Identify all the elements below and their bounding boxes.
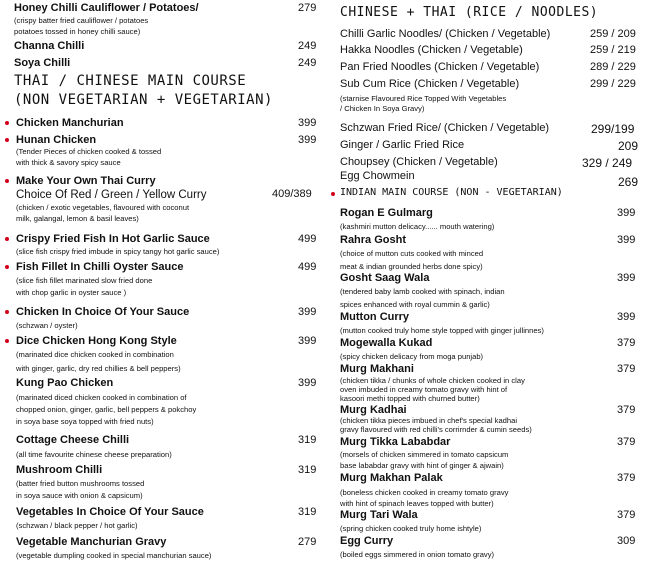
bullet-icon — [5, 265, 9, 269]
menu-item-name: Fish Fillet In Chilli Oyster Sauce — [16, 261, 184, 273]
menu-item-desc: (slice fish fillet marinated slow fried done — [16, 276, 153, 285]
menu-item-desc: (all time favourite chinese cheese preparation) — [16, 450, 172, 459]
menu-item-desc: (choice of mutton cuts cooked with minced — [340, 249, 484, 258]
menu-item-desc: (mutton cooked truly home style topped with ginger jullinnes) — [340, 326, 544, 335]
menu-item-desc: (schzwan / black pepper / hot garlic) — [16, 521, 138, 530]
menu-item-name: Soya Chilli — [14, 57, 71, 69]
menu-item-price: 399 — [617, 272, 636, 284]
menu-item-price: 499 — [298, 261, 317, 273]
menu-item-price: 379 — [617, 404, 636, 416]
menu-item-price: 299/199 — [591, 122, 635, 136]
menu-item-price: 269 — [618, 175, 639, 189]
menu-item-desc: (marinated diced chicken cooked in combination of — [16, 393, 187, 402]
menu-item-desc: meat & indian grounded herbs done spicy) — [340, 262, 483, 271]
menu-item-name: Sub Cum Rice (Chicken / Vegetable) — [340, 78, 520, 90]
menu-item-desc: (schzwan / oyster) — [16, 321, 78, 330]
menu-item-price: 399 — [617, 207, 636, 219]
menu-item-price: 319 — [298, 506, 317, 518]
menu-item-name: Egg Curry — [340, 535, 394, 547]
menu-item-name: Hakka Noodles (Chicken / Vegetable) — [340, 44, 523, 56]
menu-item-desc: with chop garlic in oyster sauce ) — [16, 288, 127, 297]
menu-item-desc: kasoori methi topped with churned butter) — [340, 394, 480, 403]
menu-item-price: 319 — [298, 434, 317, 446]
menu-item-desc: (starnise Flavoured Rice Topped With Vegetables — [340, 94, 507, 103]
menu-item-desc: base lababdar gravy with hint of ginger & ajwain) — [340, 461, 504, 470]
menu-item-desc: (slice fish crispy fried imbude in spicy tangy hot garlic sauce) — [16, 247, 220, 256]
menu-item-name: Honey Chilli Cauliflower / Potatoes/ — [14, 2, 199, 14]
menu-item-price: 309 — [617, 535, 636, 547]
menu-item-desc: (crispy batter fried cauliflower / potatoes — [14, 16, 149, 25]
menu-item-name: Hunan Chicken — [16, 134, 97, 146]
menu-item-name: Mushroom Chilli — [16, 464, 103, 476]
menu-item-desc: (spring chicken cooked truly home ishtyle) — [340, 524, 482, 533]
menu-item-desc: oven imbuded in creamy tomato gravy with hint of — [340, 385, 508, 394]
menu-item-price: 399 — [298, 306, 317, 318]
menu-item-price: 399 — [298, 377, 317, 389]
menu-item-desc: (boneless chicken cooked in creamy tomato gravy — [340, 488, 509, 497]
menu-item-price: 329 / 249 — [582, 156, 633, 170]
menu-item-name: Choupsey (Chicken / Vegetable) — [340, 156, 498, 168]
bullet-icon — [5, 138, 9, 142]
bullet-icon — [5, 310, 9, 314]
menu-item-name: Vegetables In Choice Of Your Sauce — [16, 506, 204, 518]
bullet-icon — [5, 121, 9, 125]
menu-item-name: Mutton Curry — [340, 311, 410, 323]
menu-item-desc: chopped onion, ginger, garlic, bell peppers & pokchoy — [16, 405, 197, 414]
menu-item-name: Murg Kadhai — [340, 404, 407, 416]
menu-item-price: 379 — [617, 363, 636, 375]
section-title: THAI / CHINESE MAIN COURSE — [14, 73, 247, 89]
section-title: (NON VEGETARIAN + VEGETARIAN) — [14, 92, 273, 108]
bullet-icon — [5, 339, 9, 343]
menu-item-name: Chicken In Choice Of Your Sauce — [16, 306, 190, 318]
menu-item-name: Vegetable Manchurian Gravy — [16, 536, 167, 548]
menu-item-name: Pan Fried Noodles (Chicken / Vegetable) — [340, 61, 540, 73]
menu-item-name: Ginger / Garlic Fried Rice — [340, 139, 465, 151]
menu-item-price: 249 — [298, 40, 317, 52]
menu-item-price: 379 — [617, 509, 636, 521]
menu-item-desc: (tendered baby lamb cooked with spinach, indian — [340, 287, 505, 296]
menu-item-desc: milk, galangal, lemon & basil leaves) — [16, 214, 139, 223]
menu-item-price: 279 — [298, 536, 317, 548]
menu-item-price: 399 — [298, 134, 317, 146]
bullet-icon — [5, 179, 9, 183]
menu-item-desc: (chicken / exotic vegetables, flavoured with coconut — [16, 203, 190, 212]
menu-item-name: Chilli Garlic Noodles/ (Chicken / Vegetable) — [340, 28, 551, 40]
menu-item-name: Murg Tikka Lababdar — [340, 436, 451, 448]
menu-item-price: 379 — [617, 472, 636, 484]
menu-item-desc: (spicy chicken delicacy from moga punjab) — [340, 352, 484, 361]
menu-item-name: Mogewalla Kukad — [340, 337, 433, 349]
menu-item-price: 409/389 — [272, 188, 312, 200]
menu-item-desc: with hint of spinach leaves topped with butter) — [340, 499, 494, 508]
menu-item-desc: (batter fried button mushrooms tossed — [16, 479, 145, 488]
menu-item-price: 399 — [617, 234, 636, 246]
menu-item-desc: gravy flavoured with red chilli's corrirnder & cumin seeds) — [340, 425, 532, 434]
menu-item-name: Cottage Cheese Chilli — [16, 434, 130, 446]
section-title: INDIAN MAIN COURSE (NON - VEGETARIAN) — [340, 187, 563, 198]
menu-item-desc: in soya sauce with onion & capsicum) — [16, 491, 143, 500]
menu-item-name: Murg Makhani — [340, 363, 414, 375]
menu-item-name: Make Your Own Thai Curry — [16, 175, 156, 187]
menu-item-name: Egg Chowmein — [340, 170, 415, 182]
menu-item-price: 259 / 209 — [590, 28, 636, 40]
menu-item-desc: (morsels of chicken simmered in tomato capsicum — [340, 450, 509, 459]
menu-item-desc: (boiled eggs simmered in onion tomato gravy) — [340, 550, 495, 559]
menu-item-price: 319 — [298, 464, 317, 476]
menu-item-subtitle: Choice Of Red / Green / Yellow Curry — [16, 189, 207, 201]
menu-item-desc: (chicken tikka pieces imbued in chef's special kadhai — [340, 416, 518, 425]
bullet-icon — [331, 192, 335, 196]
menu-item-price: 379 — [617, 436, 636, 448]
menu-item-name: Chicken Manchurian — [16, 117, 124, 129]
menu-item-name: Crispy Fried Fish In Hot Garlic Sauce — [16, 233, 210, 245]
menu-item-price: 399 — [298, 335, 317, 347]
menu-item-name: Schzwan Fried Rice/ (Chicken / Vegetable) — [340, 122, 550, 134]
section-title: CHINESE + THAI (RICE / NOODLES) — [340, 5, 599, 20]
menu-item-desc: in soya base soya topped with fried nuts) — [16, 417, 154, 426]
menu-item-name: Rahra Gosht — [340, 234, 407, 246]
menu-item-desc: (chicken tikka / chunks of whole chicken cooked in clay — [340, 376, 525, 385]
menu-item-price: 499 — [298, 233, 317, 245]
menu-item-desc: potatoes tossed in honey chilli sauce) — [14, 27, 141, 36]
menu-item-price: 289 / 229 — [590, 61, 636, 73]
menu-item-price: 209 — [618, 139, 639, 153]
menu-item-price: 279 — [298, 2, 317, 14]
menu-item-desc: spices enhanced with royal cummin & garlic) — [340, 300, 490, 309]
menu-item-name: Kung Pao Chicken — [16, 377, 114, 389]
menu-item-price: 259 / 219 — [590, 44, 636, 56]
menu-item-name: Channa Chilli — [14, 40, 85, 52]
menu-item-price: 249 — [298, 57, 317, 69]
menu-item-desc: (kashmiri mutton delicacy...... mouth watering) — [340, 222, 495, 231]
menu-item-desc: (marinated dice chicken cooked in combination — [16, 350, 174, 359]
bullet-icon — [5, 237, 9, 241]
menu-item-desc: / Chicken In Soya Gravy) — [340, 104, 425, 113]
menu-item-name: Rogan E Gulmarg — [340, 207, 433, 219]
menu-item-desc: (vegetable dumpling cooked in special manchurian sauce) — [16, 551, 212, 560]
menu-item-price: 299 / 229 — [590, 78, 636, 90]
menu-item-price: 399 — [298, 117, 317, 129]
menu-item-name: Dice Chicken Hong Kong Style — [16, 335, 177, 347]
menu-item-desc: (Tender Pieces of chicken cooked & tossed — [16, 147, 162, 156]
menu-item-name: Murg Makhan Palak — [340, 472, 443, 484]
menu-item-price: 399 — [617, 311, 636, 323]
menu-item-price: 379 — [617, 337, 636, 349]
menu-item-desc: with ginger, garlic, dry red chillies & bell peppers) — [16, 364, 181, 373]
menu-item-name: Gosht Saag Wala — [340, 272, 430, 284]
menu-item-name: Murg Tari Wala — [340, 509, 418, 521]
menu-item-desc: with thick & savory spicy sauce — [16, 158, 121, 167]
